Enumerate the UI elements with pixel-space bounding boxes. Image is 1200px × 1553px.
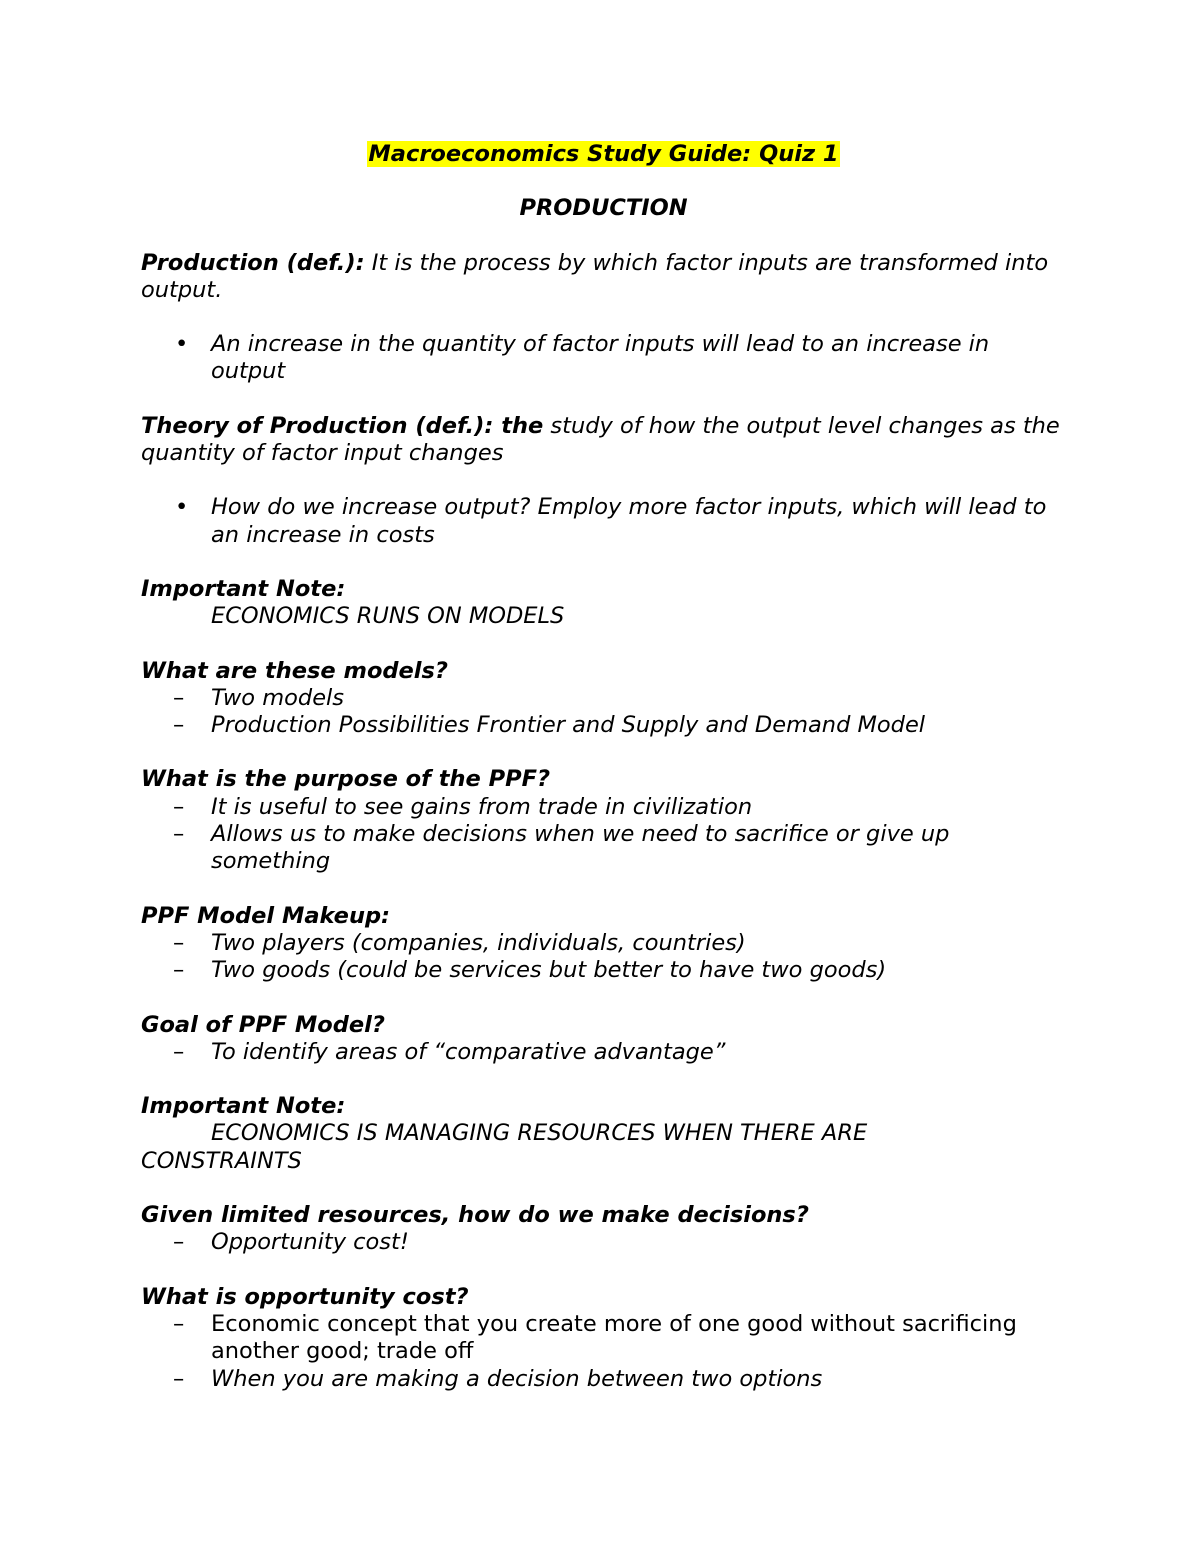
opportunity-cost-question: What is opportunity cost? [141,1283,469,1310]
note2-line1: ECONOMICS IS MANAGING RESOURCES WHEN THERE ARE [211,1120,868,1147]
production-term: Production (def.): [141,249,365,276]
list-item-text: Opportunity cost! [211,1229,409,1256]
dash-icon: – [173,1310,185,1337]
list-item [141,1311,1066,1366]
dash-icon: – [173,929,185,956]
list-item [141,685,1066,712]
list-item-text: Production Possibilities Frontier and Supply and Demand Model [211,712,926,739]
note1-label: Important Note: [141,575,346,602]
list-item-text: Economic concept that you create more of one good without sacrificing another good; trade off [211,1310,1017,1365]
ppf-goal-question: Goal of PPF Model? [141,1011,385,1038]
dash-icon: – [173,1038,185,1065]
list-item-text: Two players (companies, individuals, countries) [211,929,746,956]
models-list [141,685,1066,740]
models-question: What are these models? [141,657,448,684]
list-item-text: It is useful to see gains from trade in civilization [211,793,753,820]
ppf-makeup-list [141,930,1066,985]
dash-icon: – [173,712,185,739]
list-item-text: To identify areas of “comparative advantage” [211,1038,726,1065]
list-item-text: Two models [211,684,345,711]
ppf-purpose-question: What is the purpose of the PPF? [141,766,551,793]
highlighted-title: Macroeconomics Study Guide: Quiz 1 [368,141,839,167]
decisions-list [141,1229,1066,1256]
production-text: It is the process by which factor inputs are transformed into output. [141,249,1049,303]
dash-icon: – [173,793,185,820]
list-item [141,1039,1066,1066]
bullet-icon: • [175,331,189,358]
list-item [141,1366,1066,1393]
theory-definition [141,413,1066,468]
dash-icon: – [173,821,185,848]
dash-icon: – [173,684,185,711]
list-item [141,1229,1066,1256]
opportunity-cost-list [141,1311,1066,1393]
list-item-text: An increase in the quantity of factor inputs will lead to an increase in output [211,331,990,385]
dash-icon: – [173,957,185,984]
list-item [141,794,1066,821]
list-item [141,494,1066,549]
list-item [141,930,1066,957]
list-item [141,712,1066,739]
production-bullet-list [141,331,1066,386]
dash-icon: – [173,1229,185,1256]
bullet-icon: • [175,494,189,521]
list-item-text: How do we increase output? Employ more factor inputs, which will lead to an increase in costs [211,494,1047,548]
theory-term: Theory of Production (def.): the [141,412,544,439]
production-definition [141,250,1066,305]
list-item [141,957,1066,984]
note2-line2: CONSTRAINTS [141,1147,302,1174]
note2-label: Important Note: [141,1093,346,1120]
list-item-text: Allows us to make decisions when we need to sacrifice or give up something [211,821,950,875]
ppf-goal-list [141,1039,1066,1066]
list-item [141,331,1066,386]
theory-text: study of how the output level changes as the quantity of factor input changes [141,412,1060,467]
list-item [141,821,1066,876]
ppf-purpose-list [141,794,1066,876]
theory-bullet-list [141,494,1066,549]
document-body [141,141,1066,1393]
ppf-makeup-question: PPF Model Makeup: [141,902,391,929]
decisions-question: Given limited resources, how do we make decisions? [141,1202,809,1229]
document-title [141,141,1066,168]
dash-icon: – [173,1365,185,1392]
section-heading: PRODUCTION [519,195,688,222]
note1-text: ECONOMICS RUNS ON MODELS [211,603,565,630]
list-item-text: When you are making a decision between two options [211,1365,823,1392]
list-item-text: Two goods (could be services but better to have two goods) [211,957,887,984]
